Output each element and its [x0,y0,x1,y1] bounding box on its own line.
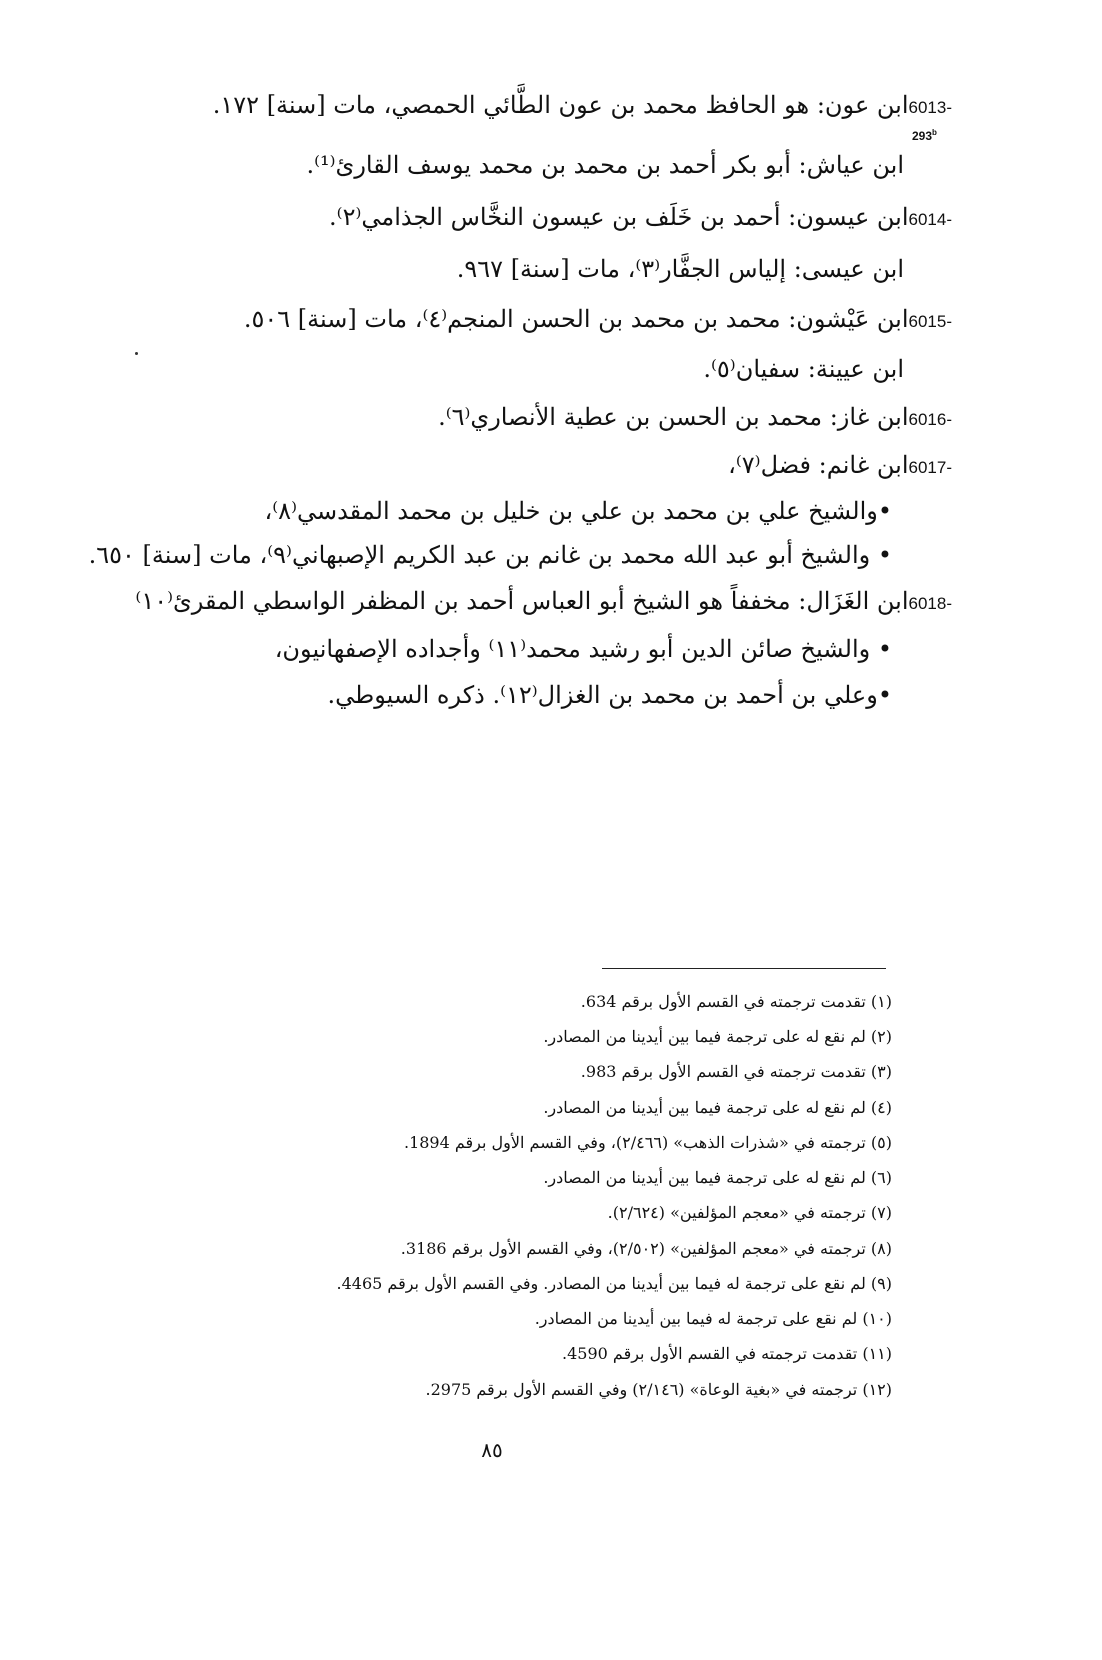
entry-text: ابن الغَزَال: مخففاً هو الشيخ أبو العباس أحمد بن المظفر الواسطي المقرئ⁽١٠⁾ [135,587,909,615]
bullet-text: •والشيخ علي بن محمد بن علي بن خليل بن محمد المقدسي⁽٨⁾، [264,497,892,525]
footnote: (٧) ترجمته في «معجم المؤلفين» (٢/٦٢٤). [607,1203,892,1222]
entry-line [52,448,952,485]
footnote: (٣) تقدمت ترجمته في القسم الأول برقم 983. [580,1062,892,1081]
entry-number: 6014- [908,210,952,229]
entry-line [52,400,952,437]
entry-text: ابن عَيْشون: محمد بن محمد بن الحسن المنجم⁽٤⁾، مات [سنة] ٥٠٦. [243,305,909,333]
entry-number: 6015- [908,312,952,331]
entry-text: ابن عيسون: أحمد بن خَلَف بن عيسون النخَّاس الجذامي⁽٢⁾. [329,203,909,231]
footnote: (٦) لم نقع له على ترجمة فيما بين أيدينا من المصادر. [543,1168,892,1187]
entry-text: ابن عون: هو الحافظ محمد بن عون الطَّائي الحمصي، مات [سنة] ١٧٢. [212,91,909,119]
entry-text: ابن غانم: فضل⁽٧⁾، [728,451,909,479]
footnote: (٢) لم نقع له على ترجمة فيما بين أيدينا من المصادر. [543,1027,892,1046]
entry-number: 6013- [908,98,952,117]
entry-line [54,252,904,286]
entry-line [52,88,952,125]
entry-number: 6016- [908,410,952,429]
footnote: (٤) لم نقع له على ترجمة فيما بين أيدينا من المصادر. [543,1098,892,1117]
footnote: (٨) ترجمته في «معجم المؤلفين» (٢/٥٠٢)، وفي القسم الأول برقم 3186. [400,1239,892,1258]
entry-line [54,352,904,386]
footnote: (١٠) لم نقع على ترجمة له فيما بين أيدينا من المصادر. [534,1309,892,1328]
page-number: ٨٥ [481,1438,503,1462]
footnote: (١) تقدمت ترجمته في القسم الأول برقم 634. [580,992,892,1011]
footnote: (١١) تقدمت ترجمته في القسم الأول برقم 4590. [562,1344,892,1363]
entry-line [52,200,952,237]
bullet-text: •وعلي بن أحمد بن محمد بن الغزال⁽١٢⁾. ذكره السيوطي. [327,681,892,709]
entry-line [52,584,952,621]
entry-text: ابن عيينة: سفيان⁽٥⁾. [703,355,904,383]
margin-folio-marker: 293$^b$ [912,128,937,143]
bullet-line [12,538,892,572]
entry-text: ابن عياش: أبو بكر أحمد بن محمد بن محمد يوسف القارئ⁽¹⁾. [306,151,904,179]
entry-number: 6017- [908,458,952,477]
bullet-text: • والشيخ أبو عبد الله محمد بن غانم بن عبد الكريم الإصبهاني⁽٩⁾، مات [سنة] ٦٥٠. [88,541,892,569]
entry-text: ابن غاز: محمد بن الحسن بن عطية الأنصاري⁽٦⁾. [438,403,909,431]
footnote: (١٢) ترجمته في «بغية الوعاة» (٢/١٤٦) وفي القسم الأول برقم 2975. [425,1380,892,1399]
footnote: (٩) لم نقع على ترجمة له فيما بين أيدينا من المصادر. وفي القسم الأول برقم 4465. [336,1274,892,1293]
bullet-text: • والشيخ صائن الدين أبو رشيد محمد⁽١١⁾ وأجداده الإصفهانيون، [274,635,892,663]
bullet-line [52,494,892,528]
entry-line [54,148,904,182]
entry-text: ابن عيسى: إلياس الجفَّار⁽٣⁾، مات [سنة] ٩٦٧. [456,255,904,283]
entry-number: 6018- [908,594,952,613]
footnote: (٥) ترجمته في «شذرات الذهب» (٢/٤٦٦)، وفي القسم الأول برقم 1894. [403,1133,892,1152]
bullet-line [52,632,892,666]
footnote-separator [602,968,886,969]
entry-line [52,302,952,339]
bullet-line [52,678,892,712]
